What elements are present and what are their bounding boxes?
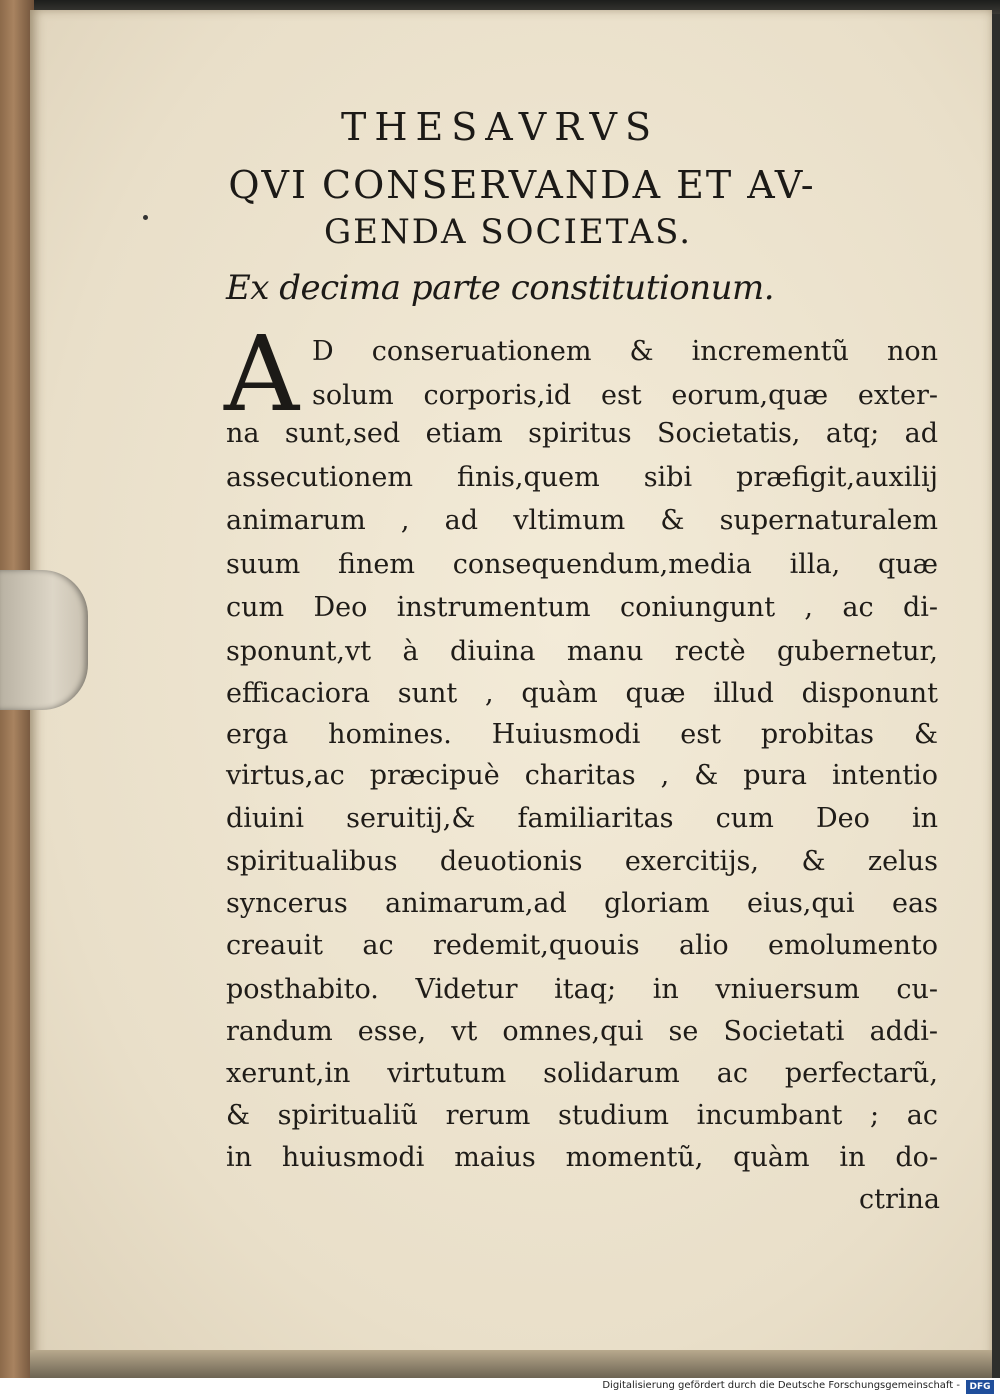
body-line: diuini seruitij,& familiaritas cum Deo in [226, 803, 938, 834]
heading-line-2: QVI CONSERVANDA ET AV- [228, 163, 816, 207]
body-line: D conseruationem & incrementũ non [312, 336, 938, 367]
heading-line-3: GENDA SOCIETAS. [323, 212, 693, 252]
body-line: na sunt,sed etiam spiritus Societatis, atq; ad [226, 418, 938, 449]
body-line: in huiusmodi maius momentũ, quàm in do- [226, 1142, 938, 1173]
body-line: randum esse, vt omnes,qui se Societati addi- [226, 1016, 938, 1047]
drop-cap: A [224, 313, 300, 435]
body-line: & spiritualiũ rerum studium incumbant ; ac [226, 1100, 938, 1131]
body-line: creauit ac redemit,quouis alio emolumento [226, 930, 938, 961]
page-clip [0, 570, 88, 710]
body-line: syncerus animarum,ad gloriam eius,qui eas [226, 888, 938, 919]
body-line: xerunt,in virtutum solidarum ac perfectarũ, [226, 1058, 938, 1089]
heading-line-1: THESAVRVS [341, 105, 659, 149]
body-line: posthabito. Videtur itaq; in vniuersum cu- [226, 974, 938, 1005]
body-line: sponunt,vt à diuina manu rectè gubernetur, [226, 636, 938, 667]
body-line: efficaciora sunt , quàm quæ illud disponunt [226, 678, 938, 709]
body-line: solum corporis,id est eorum,quæ exter- [312, 380, 938, 411]
dfg-logo: DFG [966, 1380, 994, 1394]
subtitle: Ex decima parte constitutionum. [225, 268, 775, 308]
body-line: spiritualibus deuotionis exercitijs, & zelus [226, 846, 938, 877]
body-line: virtus,ac præcipuè charitas , & pura intentio [226, 760, 938, 791]
body-line: suum finem consequendum,media illa, quæ [226, 549, 938, 580]
body-line: cum Deo instrumentum coniungunt , ac di- [226, 592, 938, 623]
body-line: animarum , ad vltimum & supernaturalem [226, 505, 938, 536]
page-bottom-edge [30, 1350, 992, 1378]
body-line: assecutionem finis,quem sibi præfigit,auxilij [226, 462, 938, 493]
catchword: ctrina [859, 1184, 940, 1215]
body-line: erga homines. Huiusmodi est probitas & [226, 719, 938, 750]
digitization-credit: Digitalisierung gefördert durch die Deutsche Forschungsgemeinschaft - [602, 1380, 960, 1391]
